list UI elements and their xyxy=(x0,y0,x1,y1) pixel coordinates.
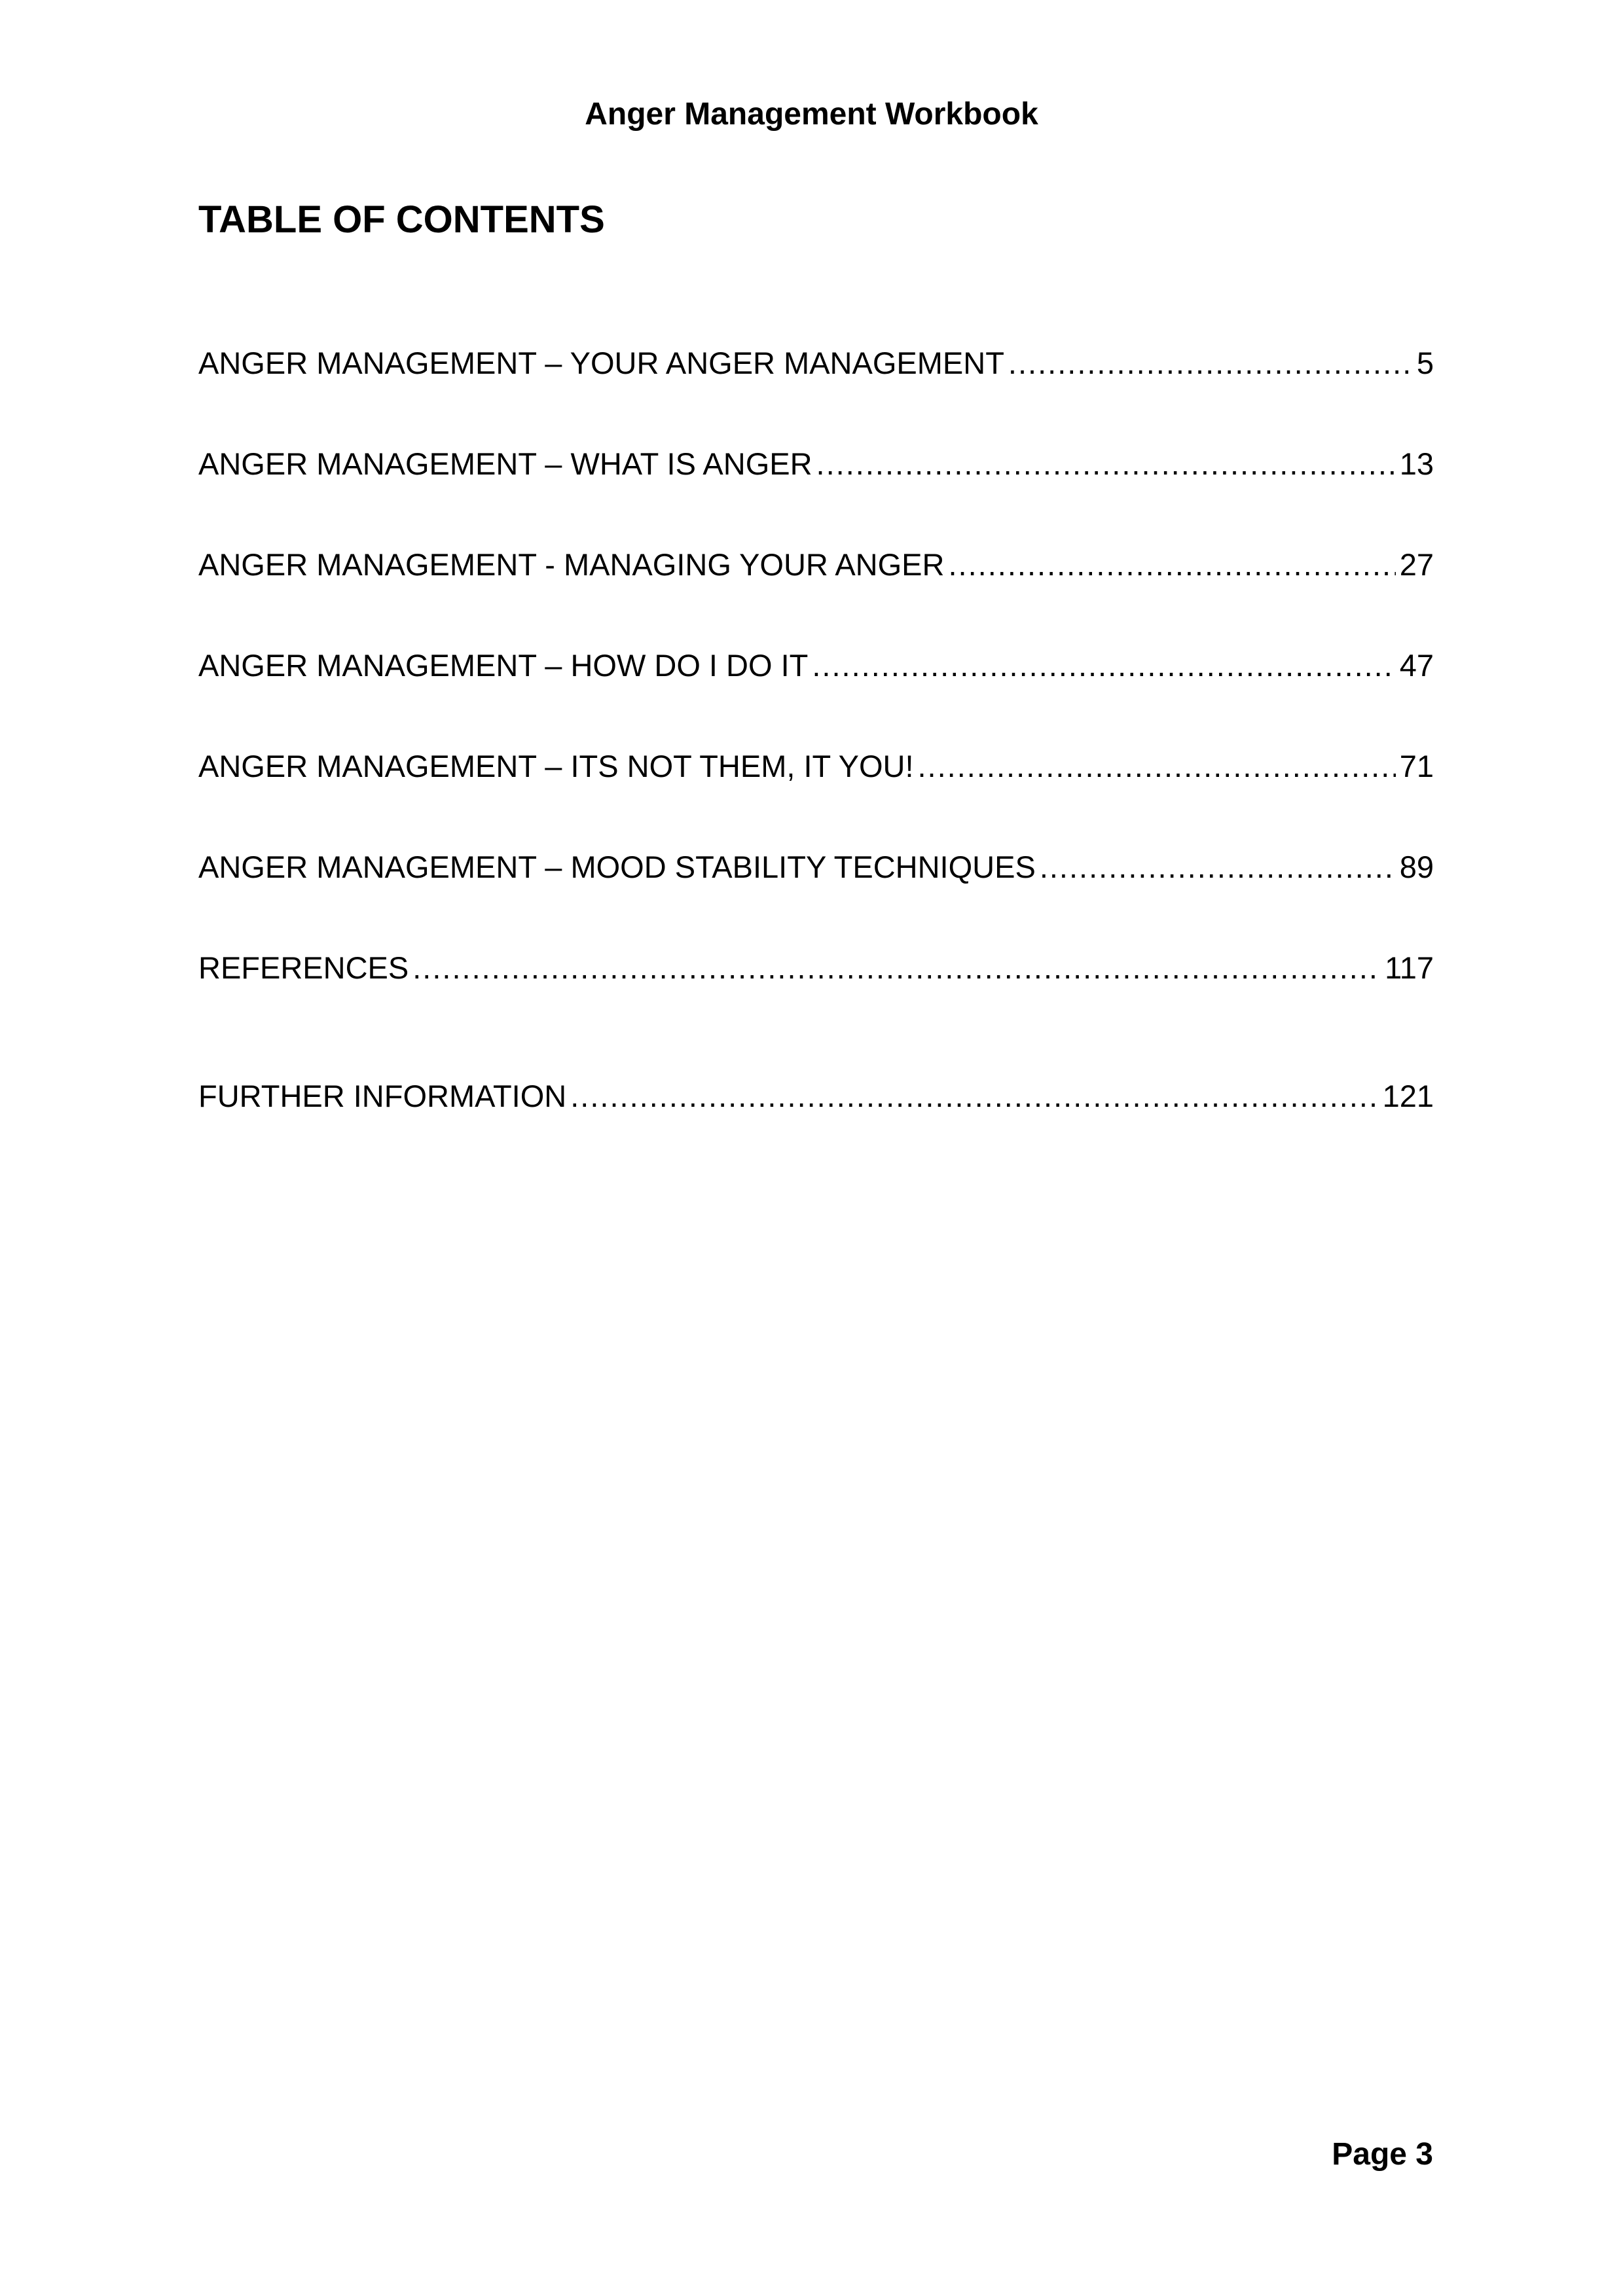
toc-entry-label: FURTHER INFORMATION xyxy=(198,1079,567,1113)
toc-entry-what-is-anger[interactable] xyxy=(198,444,1434,484)
toc-entry-label: ANGER MANAGEMENT – ITS NOT THEM, IT YOU! xyxy=(198,749,914,783)
toc-dot-leader xyxy=(1008,344,1413,383)
document-header-title: Anger Management Workbook xyxy=(585,97,1038,132)
toc-heading: TABLE OF CONTENTS xyxy=(198,198,605,241)
toc-entry-further-information[interactable] xyxy=(198,1077,1434,1116)
toc-entry-page: 117 xyxy=(1385,950,1434,985)
toc-entry-page: 13 xyxy=(1399,446,1434,481)
toc-entry-mood-stability-techniques[interactable] xyxy=(198,848,1434,887)
toc-entry-label: ANGER MANAGEMENT – YOUR ANGER MANAGEMENT xyxy=(198,346,1004,380)
toc-entry-how-do-i-do-it[interactable] xyxy=(198,646,1434,685)
toc-entry-page: 47 xyxy=(1399,648,1434,683)
toc-dot-leader xyxy=(918,747,1396,786)
toc-entry-page: 121 xyxy=(1382,1079,1434,1113)
toc-dot-leader xyxy=(816,444,1396,484)
toc-entry-page: 5 xyxy=(1416,346,1434,380)
toc-entry-page: 71 xyxy=(1399,749,1434,783)
toc-entry-references[interactable] xyxy=(198,948,1434,988)
toc-dot-leader xyxy=(570,1077,1378,1116)
toc-entry-page: 27 xyxy=(1399,547,1434,582)
toc-entry-label: ANGER MANAGEMENT – HOW DO I DO IT xyxy=(198,648,809,683)
toc-entry-managing-your-anger[interactable] xyxy=(198,545,1434,584)
toc-dot-leader xyxy=(812,646,1395,685)
toc-entry-page: 89 xyxy=(1399,850,1434,884)
toc-entry-label: ANGER MANAGEMENT – MOOD STABILITY TECHNIQUES xyxy=(198,850,1036,884)
toc-dot-leader xyxy=(948,545,1395,584)
toc-entry-your-anger-management[interactable] xyxy=(198,344,1434,383)
toc-dot-leader xyxy=(412,948,1381,988)
toc-entry-label: REFERENCES xyxy=(198,950,409,985)
toc-entry-label: ANGER MANAGEMENT – WHAT IS ANGER xyxy=(198,446,812,481)
page-number: Page 3 xyxy=(1332,2137,1433,2172)
toc-entry-label: ANGER MANAGEMENT - MANAGING YOUR ANGER xyxy=(198,547,945,582)
toc-dot-leader xyxy=(1040,848,1396,887)
toc-entry-its-not-them[interactable] xyxy=(198,747,1434,786)
